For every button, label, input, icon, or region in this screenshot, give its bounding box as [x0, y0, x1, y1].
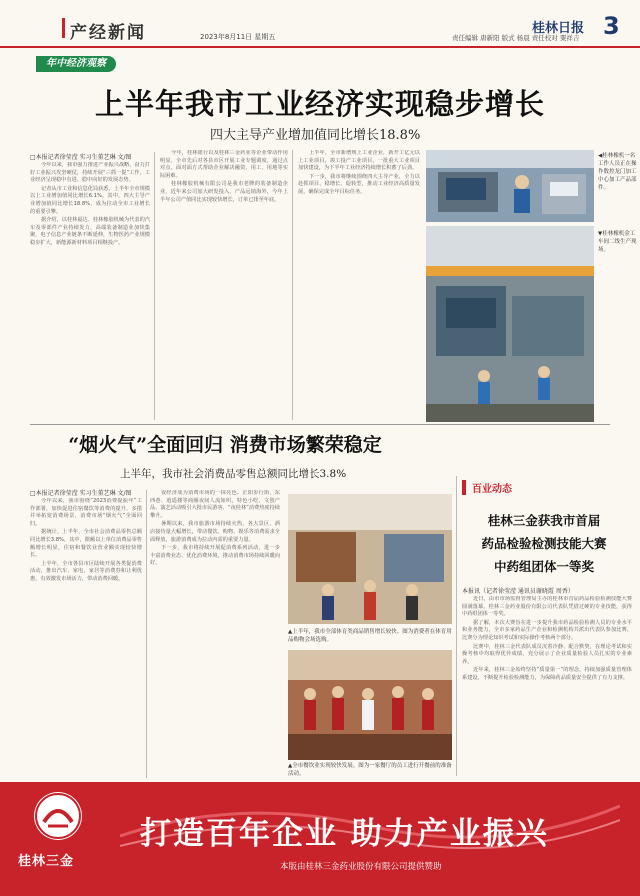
article2-subheadline: 上半年，我市社会消费品零售总额同比增长3.8%	[120, 468, 347, 480]
workshop-photo	[426, 226, 594, 422]
photo-caption-mid: ▲上半年，我市全部体育类商品销售增长较快。图为消费者在体育用品购物会场选购。	[288, 629, 452, 643]
photo-caption-bottom: ▼桂林橡机金工车间二线生产现场。	[598, 231, 637, 253]
sanjin-logo-icon	[34, 792, 82, 840]
paragraph: 夜经济成为消费市场的一抹亮色。正阳步行街、东西巷、逍遥楼等商圈夜间人流如织，特色小吃、文创产品、演艺活动吸引大批市民游客，“夜桂林”消费热度持续攀升。	[150, 490, 280, 519]
photo-caption-top: ◀桂林橡机一名工作人员正在操作数控龙门加工中心加工产品部件。	[598, 153, 637, 191]
article1-subheadline: 四大主导产业增加值同比增长18.8%	[210, 128, 421, 143]
article1-headline: 上半年我市工业经济实现稳步增长	[94, 87, 545, 121]
page-number: 3	[603, 12, 620, 40]
section-marker	[62, 18, 65, 38]
column-divider	[292, 150, 293, 420]
article2-text-col1	[30, 498, 142, 778]
sidebar-headline-line3: 中药组团体一等奖	[493, 559, 594, 574]
section-title: 产经新闻	[70, 23, 146, 43]
article1-byline: □本报记者徐莹滢 实习生董艺琳 文/图	[30, 154, 132, 161]
paragraph: 据统计，上半年，全市社会消费品零售总额同比增长3.8%，其中，限额以上单位消费品零售额增长明显，住宿和餐饮业营业额实现较快增长。	[30, 529, 142, 559]
paragraph: 今年以来，我市强力推进产业振兴战略，奋力打好工业振兴攻坚硬仗，持续开展“三抓一提”工作，工业经济呈现稳中有进、稳中向好的发展态势。	[30, 162, 150, 184]
paragraph: 下一步，我市将继续围绕四大主导产业，全力以赴抓项目、稳增长、促转型，推动工业经济高质量发展，确保完成全年目标任务。	[298, 173, 420, 195]
paragraph: 近日，由市市场监督管理局主办的桂林市首届药品检验检测技能大赛圆满落幕。桂林三金药业股份有限公司代表队凭借过硬的专业技能，获得中药组团体一等奖。	[462, 596, 632, 618]
paragraph: 上半年，全市各县市区陆续开展各类促消费活动，推出汽车、家电、家居等消费券和让利优惠，有效激发市场活力，带动消费回暖。	[30, 560, 142, 582]
paragraph: 桂林橡胶机械有限公司是我市老牌的装备制造企业，近年来公司加大研发投入，产品远销海外，今年上半年公司产值同比实现较快增长，订单已排至年底。	[160, 181, 288, 203]
paragraph: 今年以来，我市围绕“2023消费提振年”工作部署，加快促进住宿餐饮等消费的提升，多措并举拓宽消费场景，消费市场“烟火气”全面回归。	[30, 498, 142, 527]
article2-headline: “烟火气”全面回归 消费市场繁荣稳定	[68, 434, 382, 456]
sidebar-headline-line2: 药品检验检测技能大赛	[481, 536, 607, 551]
paragraph: 据了解，本次大赛旨在进一步提升我市药品检验检测人员的专业水平和业务能力，全市多家药品生产企业和检测机构共派出代表队参加比赛。比赛分为理论知识考试和实际操作考核两个部分。	[462, 619, 632, 641]
sidebar-text	[462, 596, 632, 776]
article1-text-col2	[160, 150, 288, 420]
paragraph: 今年，桂林银行以及桂林三金药业等企业带动作用明显，全市先后对各县市区开展工业专题调度，通过点对点、面对面方式帮助企业解决融资、用工、用地等实际困难。	[160, 150, 288, 179]
column-divider	[154, 152, 155, 420]
paragraph: 上半年，全市新增规上工业企业，新开工亿元以上工业项目，竣工投产工业项目，一批重大工业项目加快建设，为下半年工业经济持续增长积蓄了后劲。	[298, 150, 420, 172]
sidebar-headline-line1: 桂林三金获我市首届	[487, 513, 601, 528]
paragraph: 近年来，桂林三金始终坚持“质量第一”的理念，持续加强质量管理体系建设，不断提升检验检测能力，为保障药品质量安全提供了有力支撑。	[462, 667, 632, 681]
paper-name: 桂林日报	[532, 21, 585, 36]
sidebar-byline: 本报讯（记者徐莹滢 通讯员谢晓霞 周香）	[462, 588, 574, 595]
section-divider	[30, 424, 610, 425]
paragraph: 暑期以来，我市旅游市场持续火热，各大景区、酒店接待量大幅增长，带动餐饮、购物、娱乐等消费需求全面释放，旅游消费成为拉动内需的重要力量。	[150, 521, 280, 543]
sponsor-note: 本版由桂林三金药业股份有限公司提供赞助	[280, 862, 442, 872]
shopping-mall-photo	[288, 494, 452, 624]
paragraph: 据介绍，以桂林福达、桂林橡胶机械为代表的汽车及零部件产业持续发力，高端装备制造业加快集聚，电子信息产业链条不断延伸，生物医药产业规模稳步扩大，新能源新材料项目相继投产。	[30, 217, 150, 246]
article2-byline: □本报记者徐莹滢 实习生董艺琳 文/图	[30, 490, 132, 497]
sponsor-name: 桂林三金	[18, 854, 75, 869]
paragraph: 比赛中，桂林三金代表队成员沉着冷静、配合默契，在理论考试和实操考核中均取得优异成绩，充分展示了企业质量检验人员扎实的专业素养。	[462, 643, 632, 665]
article1-text-col1	[30, 162, 150, 420]
factory-worker-photo	[426, 150, 594, 222]
article2-text-col2	[150, 490, 280, 778]
paragraph: 记者从市工业和信息化局获悉，上半年全市规模以上工业增加值同比增长6.1%，其中，四大主导产业增加值同比增长18.8%，成为拉动全市工业增长的重要引擎。	[30, 185, 150, 215]
restaurant-staff-photo	[288, 650, 452, 760]
article1-text-col3	[298, 150, 420, 420]
paragraph: 下一步，我市将持续开展促消费系列活动，进一步丰富消费业态，优化消费环境，推动消费市场持续回暖向好。	[150, 545, 280, 567]
photo-caption-bottom2: ▲全市餐饮业实现较快发展。图为一家餐厅的员工进行开餐前的准备活动。	[288, 763, 452, 777]
issue-date: 2023年8月11日 星期五	[200, 33, 276, 41]
banner-slogan: 打造百年企业 助力产业振兴	[140, 816, 549, 852]
news-column-tag: 百业动态	[462, 480, 512, 495]
column-divider	[146, 490, 147, 778]
editor-credits: 责任编辑 唐新阳 版式 杨晨 责任校对 粟祥吉	[452, 34, 580, 42]
column-tag: 年中经济观察	[36, 56, 116, 72]
